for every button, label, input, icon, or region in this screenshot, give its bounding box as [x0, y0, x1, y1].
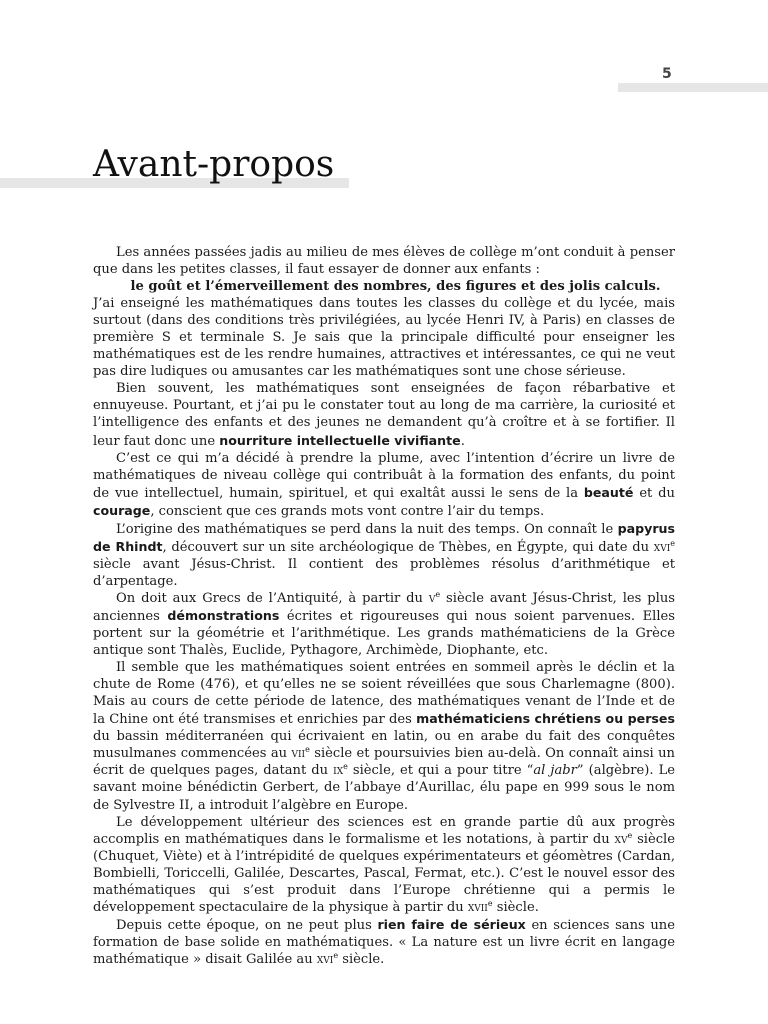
- italic-al-jabr: al jabr: [533, 763, 577, 779]
- emphasis-demonstrations: démonstrations: [167, 607, 280, 623]
- century-numeral: xvi: [653, 539, 671, 555]
- body-text: [93, 244, 675, 968]
- century-numeral: xvi: [316, 951, 334, 967]
- page-title: Avant-propos: [93, 144, 335, 185]
- century-numeral: vii: [291, 746, 306, 762]
- century-numeral: xvii: [467, 899, 488, 915]
- emphasis-nourriture: nourriture intellectuelle vivifiante: [219, 432, 461, 448]
- paragraph-teaching: J’ai enseigné les mathématiques dans toutes les classes du collège et du lycée, mais surtout (dans des conditions très privilégiées, au lycée Henri IV, à Paris) en classes de première S et terminale S. Je sais que la principale difficulté pour enseigner les mathématiques est de les rendre humaines, attractives et intéressantes, ce qui ne veut pas dire ludiques ou amusantes car les mathématiques sont une chose sérieuse.: [93, 296, 675, 380]
- paragraph-intro: Les années passées jadis au milieu de mes élèves de collège m’ont conduit à penser que dans les petites classes, il faut essayer de donner aux enfants :: [93, 245, 675, 278]
- emphasis-papyrus: papyrus de Rhindt: [93, 520, 675, 554]
- emphasis-rien-faire: rien faire de sérieux: [377, 916, 526, 932]
- paragraph-boring-math: Bien souvent, les mathématiques sont enseignées de façon rébarbative et ennuyeuse. Pourtant, et j’ai pu le constater tout au long de ma carrière, la curiosité et l’intelligence des enfants et des jeunes ne demandent qu’à croître et à se fortifier. Il leur faut donc une nourriture intellectuelle vivifiante.: [93, 381, 675, 449]
- paragraph-middle-ages: Il semble que les mathématiques soient entrées en sommeil après le déclin et la chute de Rome (476), et qu’elles ne se soient réveillées que sous Charlemagne (800). Mais au cours de cette période de latence, des mathématiques venant de l’Inde et de la Chine ont été transmises et enrichies par des mathématiciens chrétiens ou perses du bassin méditerranéen qui écrivaient en latin, ou en arabe du fait des conquêtes musulmanes commencées au vii$^e$ siècle et poursuivies bien au-delà. On connaît ainsi un écrit de quelques pages, datant du $ix^e$ siècle, et qui a pour titre “al jabr” (algèbre). Le savant moine bénédictin Gerbert, de l’abbaye d’Aurillac, élu pape en 999 sous le nom de Sylvestre II, a introduit l’algèbre en Europe.: [93, 660, 676, 813]
- motto: le goût et l’émerveillement des nombres, des figures et des jolis calculs.: [130, 279, 661, 295]
- century-numeral: v: [428, 590, 436, 606]
- emphasis-mathematiciens: mathématiciens chrétiens ou perses: [416, 711, 675, 727]
- emphasis-beaute: beauté: [583, 484, 634, 500]
- century-numeral: xv: [614, 831, 628, 847]
- paragraph-since-then: Depuis cette époque, on ne peut plus rien faire de sérieux en sciences sans une formation de base solide en mathématiques. « La nature est un livre écrit en langage mathématique » disait Galilée au xvi$^e$ siècle.: [93, 916, 675, 967]
- century-numeral: ix: [333, 763, 344, 779]
- paragraph-decision: C’est ce qui m’a décidé à prendre la plume, avec l’intention d’écrire un livre de mathématiques de niveau collège qui contribuât à la formation des enfants, du point de vue intellectuel, humain, spirituel, et qui exaltât aussi le sens de la beauté et du courage, conscient que ces grands mots vont contre l’air du temps.: [93, 450, 675, 519]
- paragraph-origin: L’origine des mathématiques se perd dans la nuit des temps. On connaît le papyrus de Rhindt, découvert sur un site archéologique de Thèbes, en Égypte, qui date du xvi$^e$ siècle avant Jésus-Christ. Il contient des problèmes résolus d’arithmétique et d’arpentage.: [93, 520, 675, 589]
- page-number: 5: [662, 66, 672, 82]
- page-number-bar: [618, 83, 768, 92]
- emphasis-courage: courage: [93, 502, 151, 518]
- paragraph-development: Le développement ultérieur des sciences est en grande partie dû aux progrès accomplis en mathématiques dans le formalisme et les notations, à partir du $xv^e$ siècle (Chuquet, Viète) et à l’intrépidité de quelques expérimentateurs et géomètres (Cardan, Bombielli, Toriccelli, Galilée, Descartes, Pascal, Fermat, etc.). C’est le nouvel essor des mathématiques qui s’est produit dans l’Europe chrétienne qui a permis le développement spectaculaire de la physique à partir du xvii$^e$ siècle.: [93, 814, 675, 915]
- paragraph-greeks: On doit aux Grecs de l’Antiquité, à partir du $v^e$ siècle avant Jésus-Christ, les plus anciennes démonstrations écrites et rigoureuses qui nous soient parvenues. Elles portent sur la géométrie et l’arithmétique. Les grands mathématiciens de la Grèce antique sont Thalès, Euclide, Pythagore, Archimède, Diophante, etc.: [93, 589, 675, 659]
